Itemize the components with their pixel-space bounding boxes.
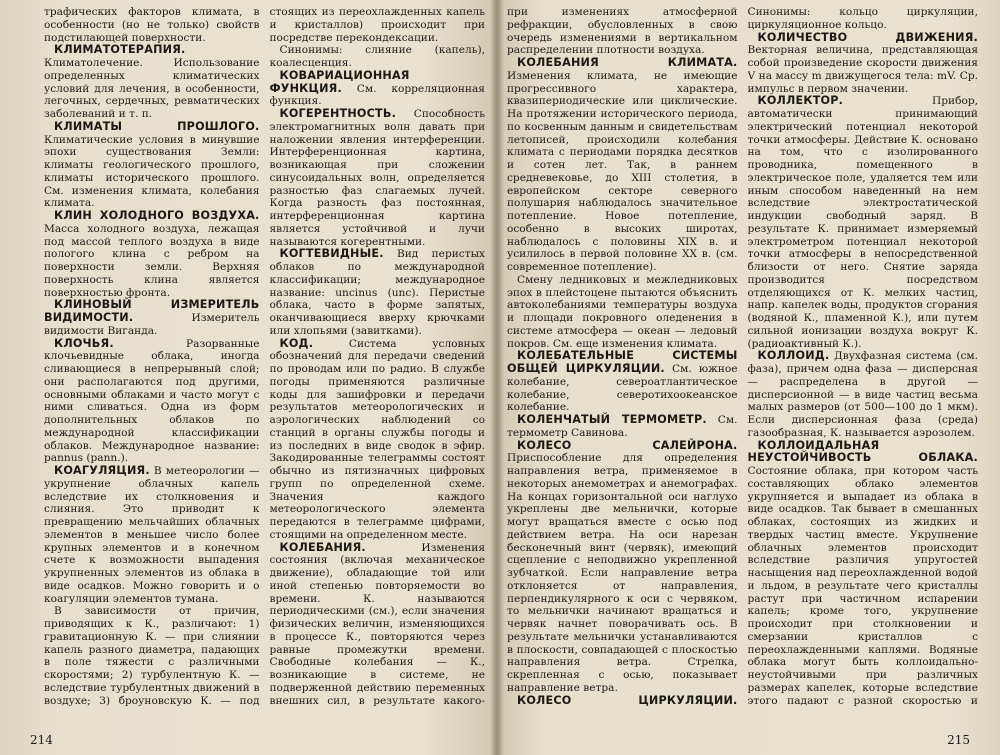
- entry-text: Двухфазная система (см. фаза), причем одна фаза — дисперсная — распределена в другой — дисперсионной — в виде частиц весьма малых размеров (от 500—100 до 1 мкм). Если дисперсионная фаза (среда) газообразная, К. называется аэрозолем.: [747, 350, 978, 439]
- right-page-number: 215: [947, 733, 970, 747]
- entry-headword: КЛИМАТЫ ПРОШЛОГО.: [54, 119, 260, 133]
- right-page-column-1: [507, 6, 738, 706]
- entry-headword: КОГТЕВИДНЫЕ.: [279, 247, 384, 261]
- entry-headword: КОЛИЧЕСТВО ДВИЖЕНИЯ.: [757, 30, 978, 44]
- dictionary-entry: [507, 6, 738, 57]
- entry-headword: КОЛЕБАНИЯ КЛИМАТА.: [517, 56, 738, 69]
- entry-headword: КЛОЧЬЯ.: [54, 336, 114, 350]
- entry-text: Смену ледниковых и межледниковых эпох в плейстоцене пытаются объяснить автоколебаниями температуры воздуха и площади покровного оледенения в системе атмосфера — океан — ледовый покров. См. еще изменения климата.: [507, 273, 738, 350]
- entry-text: Способность электромагнитных волн давать при наложении явления интерференции. Интерференционная картина, возникающая при сложении синусоидальных волн, определяется разностью фаз слагаемых лучей. Когда разность фаз постоянная, интерференционная картина является устойчивой и лучи называются когерентными.: [269, 108, 485, 248]
- entry-text: В метеорологии — укрупнение облачных капель вследствие их столкновения и слияния. Это приводит к превращению мельчайших облачных элементов в меньшее число более крупных элементов и в конечном счете к возможности выпадения укрупненных элементов из облака в виде осадков. Можно говорить и о коагуляции элементов тумана.: [44, 465, 260, 605]
- entry-text: Изменения климата, не имеющие прогрессивного характера, квазипериодические или циклические. На протяжении исторического периода, по косвенным данным и свидетельствам летописей, происходили колебания климата с периодами порядка десятков и сотен лет. Так, в раннем средневековье, до XIII столетия, в европейском секторе северного полушария наблюдалось значительное потепление. Новое потепление, особенно в высоких широтах, наблюдалось с половины XIX в. и усилилось в первой половине XX в. (см. современное потепление).: [507, 69, 738, 273]
- entry-headword: КЛИНОВЫЙ ИЗМЕРИТЕЛЬ ВИДИМОСТИ.: [44, 298, 260, 324]
- dictionary-entry: [270, 108, 486, 248]
- dictionary-entry: [507, 57, 738, 274]
- entry-headword: КОД.: [279, 336, 314, 350]
- entry-text: Прибор, автоматически принимающий электрический потенциал некоторой точки атмосферы. Действие К. основано на том, что с изолированного проводника, помещенного в электрическое поле, удаляется тем или иным способом наведенный на нем вследствие электростатической индукции свободный заряд. В результате К. принимает измеряемый электрометром потенциал некоторой точки атмосферы в непосредственной близости от него. Снятие заряда производится посредством отделяющихся от К. мелких частиц, напр. капелек воды, продуктов сгорания (водяной К., пламенной К.), или путем сильной ионизации воздуха вокруг К. (радиоактивный К.).: [747, 95, 978, 350]
- left-page: [0, 0, 493, 755]
- entry-text: Вид перистых облаков по международной классификации; международное название: uncinus (unc). Перистые облака, часто в форме запятых, оканчивающиеся вверху крючками или хлопьями (завитками).: [269, 248, 485, 337]
- left-page-number: 214: [30, 733, 53, 747]
- dictionary-entry: [270, 338, 486, 542]
- dictionary-entry: [44, 299, 260, 337]
- dictionary-entry: [270, 44, 486, 70]
- dictionary-entry: [748, 95, 979, 350]
- entry-text: стоящих из переохлажденных капель и кристаллов) происходит при посредстве перекондексации.: [269, 6, 485, 44]
- entry-text: Система условных обозначений для передачи сведений по проводам или по радио. В службе погоды применяются различные коды для зашифровки и передачи результатов метеорологических и аэрологических наблюдений со станций в органы службы погоды и из последних в виде сводок в эфир. Закодированные телеграммы состоят обычно из пятизначных цифровых групп по определенной схеме. Значения каждого метеорологического элемента передаются в телеграмме цифрами, стоящими на определенном месте.: [269, 337, 485, 541]
- right-page-column-2: [748, 6, 979, 706]
- entry-headword: КЛИМАТОТЕРАПИЯ.: [54, 43, 186, 57]
- entry-headword: КОЛЕНЧАТЫЙ ТЕРМОМЕТР.: [517, 413, 707, 426]
- entry-text: См. термометр Савинова.: [507, 414, 738, 439]
- entry-headword: КОЛЛОИДАЛЬНАЯ НЕУСТОЙЧИВОСТЬ ОБЛАКА.: [747, 438, 978, 465]
- entry-text: Векторная величина, представляющая собой произведение скорости движения V на массу m движущегося тела: mV. Ср. импульс в первом значении.: [747, 44, 978, 95]
- left-page-column-1: [44, 6, 260, 706]
- dictionary-entry: [507, 414, 738, 440]
- dictionary-entry: [270, 70, 486, 108]
- entry-text: трафических факторов климата, в особенности (но не только) свойств подстилающей поверхности.: [44, 6, 260, 44]
- dictionary-entry: [44, 338, 260, 466]
- entry-headword: КОГЕРЕНТНОСТЬ.: [279, 107, 397, 120]
- entry-text: См. южное колебание, североатлантическое колебание, северотихоокеанское колебание.: [507, 363, 738, 414]
- entry-text: Климатолечение. Использование определенных климатических условий для лечения, в особенности, легочных, сердечных, ревматических заболеваний и т. п.: [44, 57, 260, 120]
- entry-headword: КОЛЛОИД.: [757, 349, 830, 363]
- dictionary-entry: [270, 542, 486, 707]
- dictionary-entry: [507, 274, 738, 351]
- dictionary-entry: [44, 210, 260, 299]
- left-page-column-2: [270, 6, 486, 706]
- entry-headword: КОЛЕБАТЕЛЬНЫЕ СИСТЕМЫ ОБЩЕЙ ЦИРКУЛЯЦИИ.: [507, 349, 738, 375]
- entry-headword: КОЛЕСО САЛЕЙРОНА.: [517, 438, 738, 452]
- dictionary-entry: [44, 6, 260, 44]
- dictionary-entry: [748, 32, 979, 96]
- dictionary-entry: [748, 6, 979, 32]
- entry-headword: КЛИН ХОЛОДНОГО ВОЗДУХА.: [54, 209, 260, 222]
- entry-headword: КОВАРИАЦИОННАЯ ФУНКЦИЯ.: [269, 68, 410, 95]
- entry-text: Изменения состояния (включая механическое движение), обладающие той или иной степенью повторяемости во времени. К. называются периодическими (см.), если значения физических величин, изменяющихся в процессе К., повторяются через равные промежутки времени. Свободные колебания — К., возникающие в системе, не подверженной действию переменных внешних сил, в результате какого-: [269, 541, 485, 706]
- entry-headword: КОЛЕБАНИЯ.: [279, 540, 366, 554]
- dictionary-entry: [44, 605, 260, 706]
- dictionary-entry: [748, 440, 979, 707]
- entry-text: В зависимости от причин, приводящих к К., различают: 1) гравитационную К. — при слиянии капель разного диаметра, падающих в поле тяжести с различными скоростями; 2) турбулентную К. — вследствие турбулентных движений в воздухе; 3) броуновскую К. — под: [44, 605, 260, 706]
- dictionary-entry: [270, 6, 486, 44]
- entry-headword: КОЛЛЕКТОР.: [757, 94, 844, 108]
- entry-text: Синонимы: кольцо циркуляции, циркуляционное кольцо.: [747, 6, 978, 31]
- entry-text: Масса холодного воздуха, лежащая под массой теплого воздуха в виде пологого клина с ребром на поверхности земли. Верхняя поверхность клина является поверхностью фронта.: [44, 222, 260, 299]
- entry-text: См. корреляционная функция.: [269, 82, 485, 108]
- dictionary-entry: [44, 121, 260, 210]
- dictionary-entry: [748, 350, 979, 439]
- entry-text: Приспособление для определения направления ветра, применяемое в некоторых анемометрах и анемографах. На концах горизонтальной оси наглухо укреплены две мельнички, которые могут вращаться вместе с осью под действием ветра. На оси нарезан бесконечный винт (червяк), имеющий сцепление с неподвижно укрепленной зубчаткой. Если направление ветра отклоняется от направления, перпендикулярного к оси с червяком, то мельнички начинают вращаться и червяк начнет поворачивать ось. В результате мельнички устанавливаются в плоскости, совпадающей с плоскостью направления ветра. Стрелка, скрепленная с осью, показывает направление ветра.: [507, 452, 738, 694]
- entry-text: Измеритель видимости Виганда.: [44, 312, 260, 337]
- right-page: [493, 0, 1000, 755]
- entry-text: Состояние облака, при котором часть составляющих облако элементов укрупняется и выпадает из облака в виде осадков. Так бывает в смешанных облаках, состоящих из жидких и твердых частиц вместе. Укрупнение облачных элементов происходит вследствие различия упругостей насыщения над переохлажденной водой и льдом, в результате чего кристаллы растут при частичном испарении капель; кроме того, укрупнение происходит при столкновении и смерзании кристаллов с переохлажденными каплями. Водяные облака могут быть коллоидально-неустойчивыми при различных размерах капелек, которые вследствие этого падают с разной скоростью и: [747, 465, 978, 706]
- dictionary-entry: [507, 440, 738, 695]
- entry-headword: КОЛЕСО ЦИРКУЛЯЦИИ.: [517, 693, 738, 706]
- entry-text: Климатические условия в минувшие эпохи существования Земли: климаты геологического прошлого, климаты исторического прошлого. См. изменения климата, колебания климата.: [44, 133, 260, 210]
- dictionary-entry: [44, 44, 260, 121]
- dictionary-entry: [270, 248, 486, 337]
- dictionary-entry: [507, 695, 738, 707]
- dictionary-entry: [44, 465, 260, 605]
- entry-text: при изменениях атмосферной рефракции, обусловленных в свою очередь изменениями в вертикальном распределении плотности воздуха.: [507, 6, 738, 57]
- entry-headword: КОАГУЛЯЦИЯ.: [54, 464, 150, 477]
- dictionary-entry: [507, 350, 738, 414]
- entry-text: Синонимы: слияние (капель), коалесценция.: [269, 44, 485, 69]
- entry-text: Разорванные клочьевидные облака, иногда сливающиеся в непрерывный слой; они располагаются под другими, основными облаками и часто могут с ними сливаться. Одна из форм дополнительных облаков по международной классификации облаков. Международное название: pannus (pann.).: [44, 337, 260, 465]
